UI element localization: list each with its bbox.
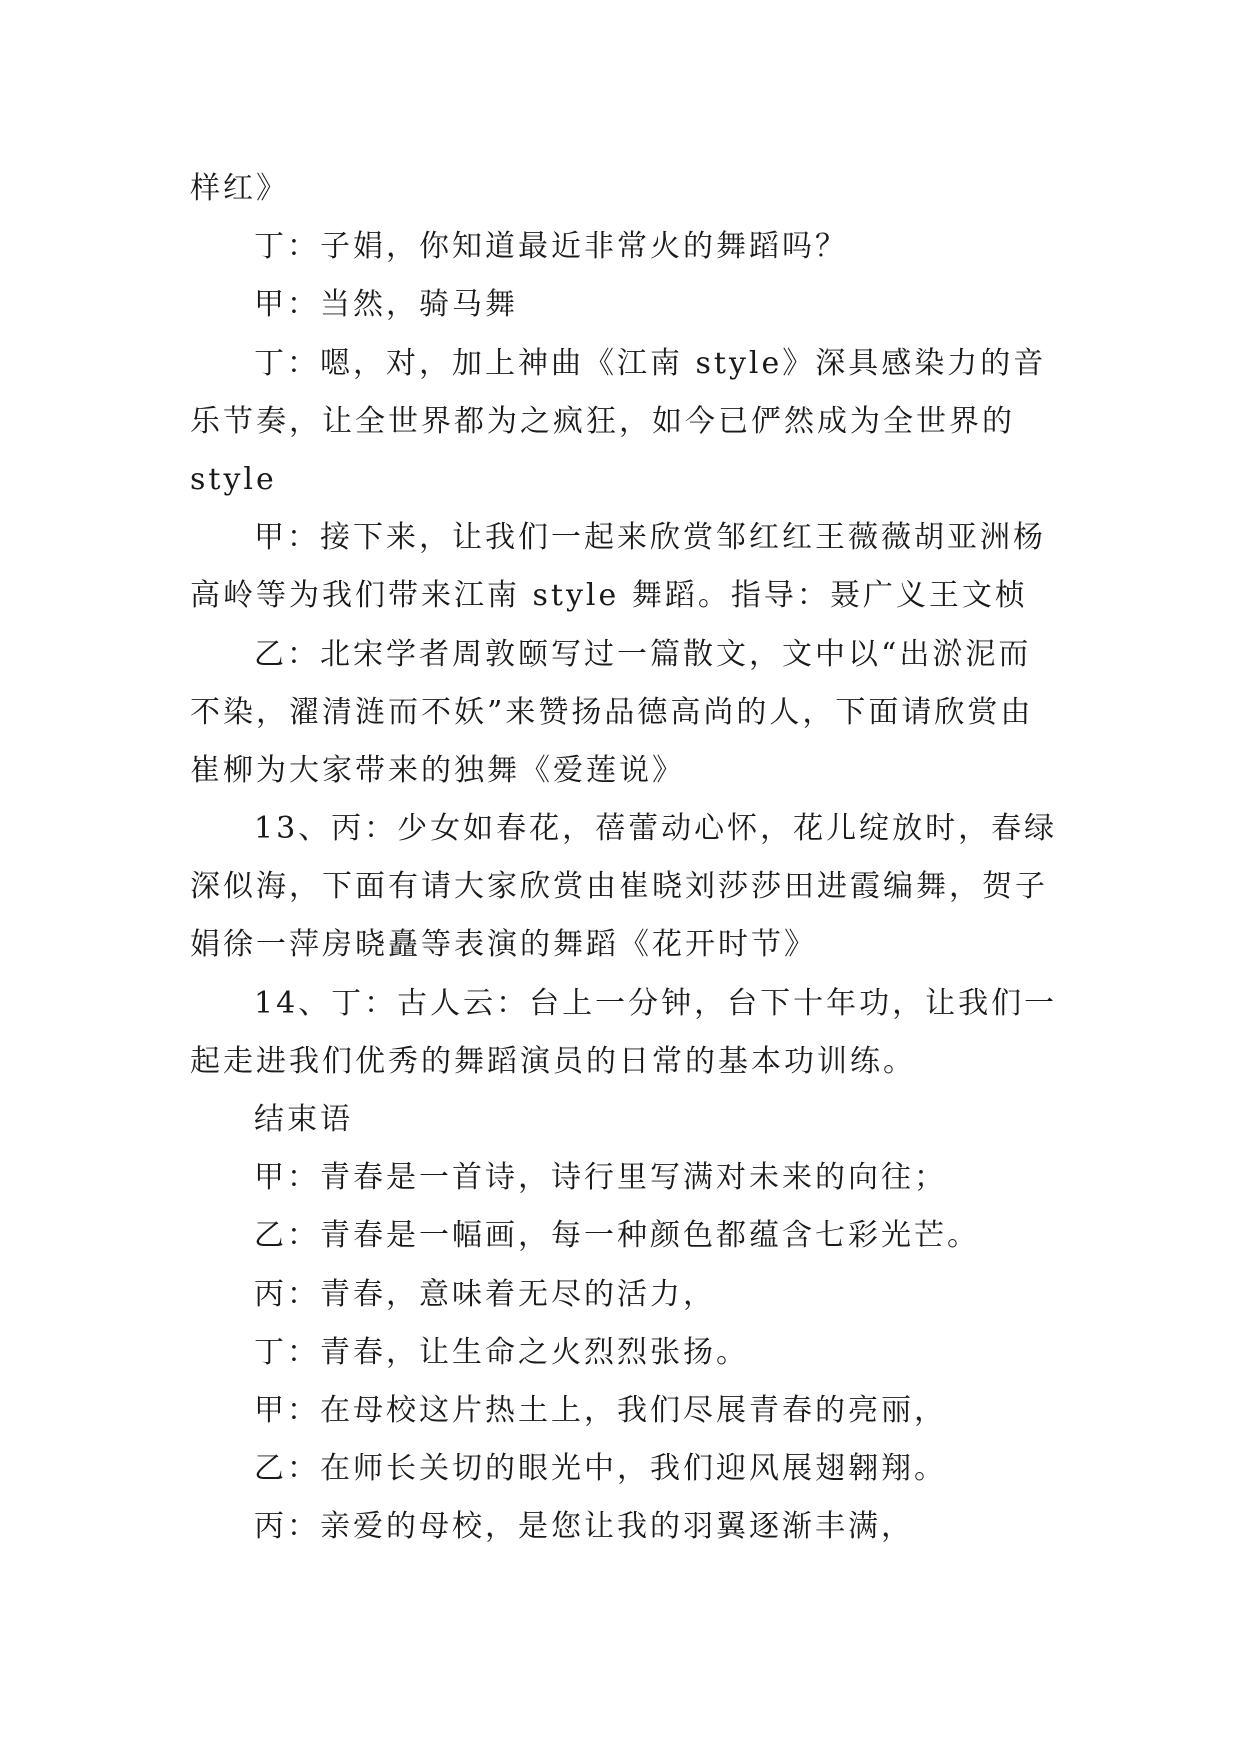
text-line: 13、丙：少女如春花，蓓蕾动心怀，花儿绽放时，春绿 xyxy=(254,811,1058,847)
text-line: 丙：亲爱的母校，是您让我的羽翼逐渐丰满， xyxy=(254,1509,914,1545)
text-line: 丁：嗯，对，加上神曲《江南 style》深具感染力的音 xyxy=(254,345,1047,381)
text-line: 14、丁：古人云：台上一分钟，台下十年功，让我们一 xyxy=(254,985,1058,1021)
text-line: 样红》 xyxy=(190,171,289,206)
text-line: 结束语 xyxy=(254,1102,353,1137)
text-line: 娟徐一萍房晓矗等表演的舞蹈《花开时节》 xyxy=(190,927,817,963)
text-line: 甲：接下来，让我们一起来欣赏邹红红王薇薇胡亚洲杨 xyxy=(254,520,1046,556)
text-line: 乐节奏，让全世界都为之疯狂，如今已俨然成为全世界的 xyxy=(190,403,1015,439)
document-body xyxy=(190,160,1058,1557)
text-line: 高岭等为我们带来江南 style 舞蹈。指导：聂广义王文桢 xyxy=(190,578,1028,614)
text-line: 不染，濯清涟而不妖”来赞扬品德高尚的人，下面请欣赏由 xyxy=(190,694,1034,730)
text-line: 丁：青春，让生命之火烈烈张扬。 xyxy=(254,1334,749,1370)
text-line: style xyxy=(190,461,277,497)
text-line: 甲：当然，骑马舞 xyxy=(254,287,518,323)
text-line: 乙：北宋学者周敦颐写过一篇散文，文中以“出淤泥而 xyxy=(254,636,1032,672)
text-line: 深似海，下面有请大家欣赏由崔晓刘莎莎田进霞编舞，贺子 xyxy=(190,869,1048,905)
text-line: 乙：青春是一幅画，每一种颜色都蕴含七彩光芒。 xyxy=(254,1218,980,1254)
text-line: 起走进我们优秀的舞蹈演员的日常的基本功训练。 xyxy=(190,1043,916,1079)
text-line: 崔柳为大家带来的独舞《爱莲说》 xyxy=(190,752,685,788)
text-line: 丙：青春，意味着无尽的活力， xyxy=(254,1276,716,1312)
text-line: 丁：子娟，你知道最近非常火的舞蹈吗？ xyxy=(254,229,848,265)
text-line: 甲：青春是一首诗，诗行里写满对未来的向往； xyxy=(254,1160,947,1196)
text-line: 乙：在师长关切的眼光中，我们迎风展翅翱翔。 xyxy=(254,1451,947,1487)
text-line: 甲：在母校这片热土上，我们尽展青春的亮丽， xyxy=(254,1392,947,1428)
